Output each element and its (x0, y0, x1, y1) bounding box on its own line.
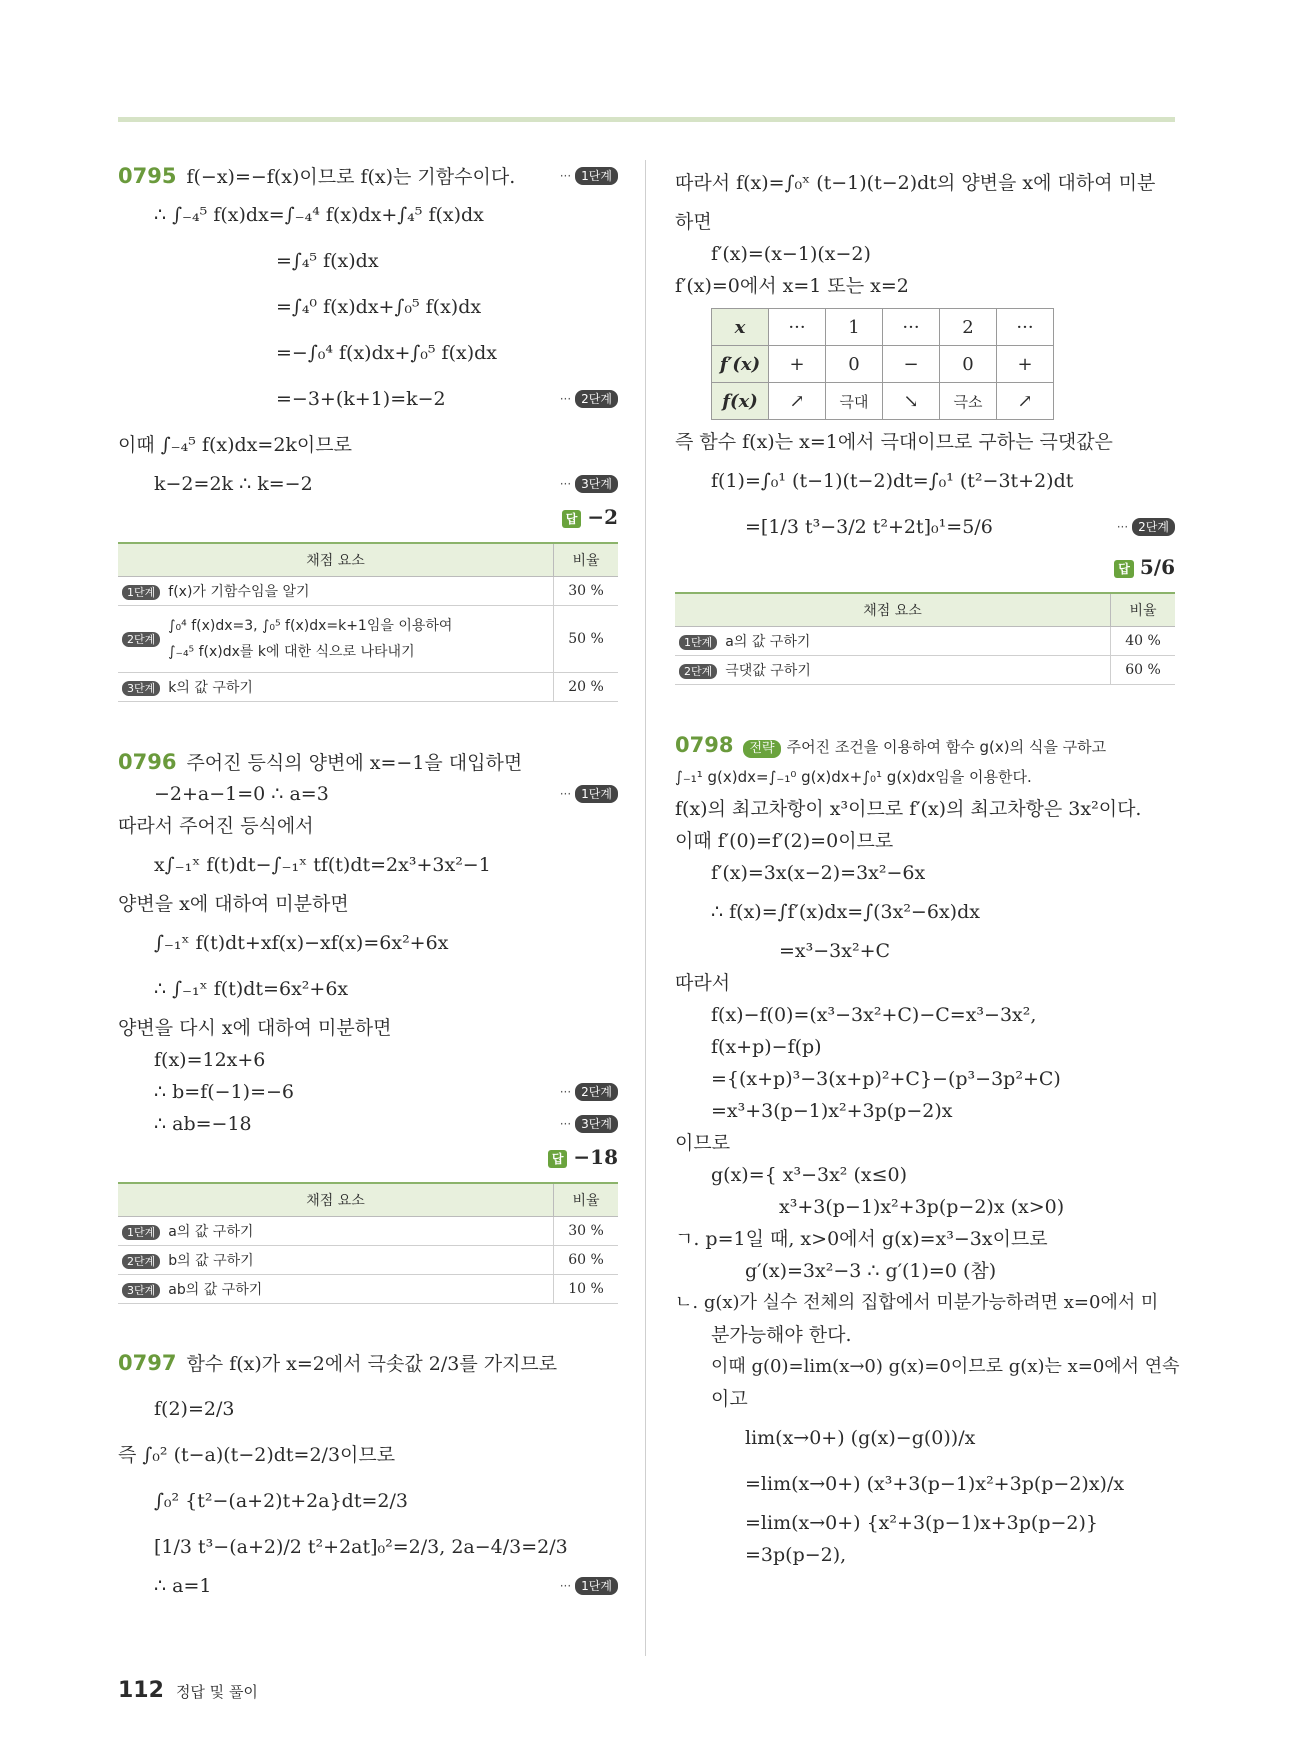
solution-line: f(x)−f(0)=(x³−3x²+C)−C=x³−3x², (711, 1004, 1037, 1026)
top-rule (118, 117, 1175, 122)
right-column (675, 160, 1180, 1571)
grading-header-ratio: 비율 (554, 543, 619, 577)
solution-line: f(1)=∫₀¹ (t−1)(t−2)dt=∫₀¹ (t²−3t+2)dt (711, 470, 1074, 492)
solution-line: 0797 함수 f(x)가 x=2에서 극솟값 2/3를 가지므로 (118, 1351, 558, 1375)
table-row: x ··· 1 ··· 2 ··· (712, 309, 1054, 346)
solution-line: ∴ b=f(−1)=−6 ··· 2단계 (118, 1076, 618, 1108)
solution-line: ㄴ. g(x)가 실수 전체의 집합에서 미분가능하려면 x=0에서 미 (675, 1292, 1159, 1313)
page-footer (118, 1678, 258, 1703)
grading-header-ratio: 비율 (1111, 593, 1176, 627)
page-number: 112 (118, 1678, 164, 1703)
left-column (118, 160, 618, 1602)
solution-line: =[1/3 t³−3/2 t²+2t]₀¹=5/6 ··· 2단계 (675, 504, 1175, 550)
problem-0795 (118, 160, 618, 702)
answer: 답 −18 (118, 1140, 618, 1174)
solution-line: ∫₋₁¹ g(x)dx=∫₋₁⁰ g(x)dx+∫₀¹ g(x)dx임을 이용한다. (675, 768, 1032, 786)
solution-line: ∴ a=1 ··· 1단계 (118, 1570, 618, 1602)
stage-marker: ··· 1단계 (560, 1570, 618, 1602)
grading-header-item: 채점 요소 (118, 543, 554, 577)
solution-line: =lim(x→0+) (x³+3(p−1)x²+3p(p−2)x)/x (745, 1473, 1125, 1495)
solution-line (118, 160, 618, 192)
grading-table-0795 (118, 542, 618, 702)
solution-line: f(2)=2/3 (154, 1398, 235, 1420)
table-row: f′(x) + 0 − 0 + (712, 346, 1054, 383)
solution-line: 따라서 f(x)=∫₀ˣ (t−1)(t−2)dt의 양변을 x에 대하여 미분 (675, 172, 1156, 194)
grading-header-ratio: 비율 (554, 1183, 619, 1217)
table-row: 1단계 a의 값 구하기 30 % (118, 1217, 618, 1246)
stage-marker: ··· 3단계 (560, 468, 618, 500)
solution-line: ∴ ∫₋₁ˣ f(t)dt=6x²+6x (154, 978, 349, 1000)
solution-line: 따라서 (675, 972, 731, 994)
solution-line: x∫₋₁ˣ f(t)dt−∫₋₁ˣ tf(t)dt=2x³+3x²−1 (154, 854, 491, 876)
table-row: 2단계∫₀⁴ f(x)dx=3, ∫₀⁵ f(x)dx=k+1임을 이용하여 ∫₋₄⁵ f(x)dx를 k에 대한 식으로 나타내기 50 % (118, 606, 618, 673)
solution-line: 분가능해야 한다. (711, 1324, 852, 1346)
stage-marker: ··· 3단계 (560, 1108, 618, 1140)
solution-line: 이고 (711, 1388, 748, 1410)
solution-line: =∫₄⁰ f(x)dx+∫₀⁵ f(x)dx (276, 296, 482, 318)
grading-table-0797 (675, 592, 1175, 685)
solution-line: f′(x)=3x(x−2)=3x²−6x (711, 862, 926, 884)
solution-line: f(x)=12x+6 (154, 1049, 266, 1071)
solution-line: =x³−3x²+C (779, 940, 891, 962)
solution-line: 이때 ∫₋₄⁵ f(x)dx=2k이므로 (118, 434, 352, 456)
solution-line: =lim(x→0+) {x²+3(p−1)x+3p(p−2)} (745, 1512, 1098, 1534)
solution-line: 따라서 주어진 등식에서 (118, 815, 314, 837)
grading-header-item: 채점 요소 (675, 593, 1111, 627)
problem-number: 0798 (675, 733, 734, 757)
table-row: f(x) ↗ 극대 ↘ 극소 ↗ (712, 383, 1054, 420)
solution-line: lim(x→0+) (g(x)−g(0))/x (745, 1427, 976, 1449)
solution-line: x³+3(p−1)x²+3p(p−2)x (x>0) (779, 1196, 1065, 1218)
solution-line: 이므로 (675, 1132, 731, 1154)
solution-line: =3p(p−2), (745, 1544, 847, 1566)
answer: 답 5/6 (675, 550, 1175, 584)
solution-line: 즉 ∫₀² (t−a)(t−2)dt=2/3이므로 (118, 1444, 396, 1466)
problem-0796 (118, 746, 618, 1304)
solution-line: ∫₀² {t²−(a+2)t+2a}dt=2/3 (154, 1490, 408, 1512)
stage-marker: ··· 2단계 (560, 376, 618, 422)
answer: 답 −2 (118, 500, 618, 534)
solution-line: f′(x)=(x−1)(x−2) (711, 243, 871, 265)
solution-line: f(x)의 최고차항이 x³이므로 f′(x)의 최고차항은 3x²이다. (675, 798, 1142, 820)
increase-decrease-table (711, 308, 1054, 420)
table-row: 1단계 f(x)가 기함수임을 알기 30 % (118, 577, 618, 606)
solution-line: ㄱ. p=1일 때, x>0에서 g(x)=x³−3x이므로 (675, 1228, 1048, 1250)
solution-line: 0798 전략 주어진 조건을 이용하여 함수 g(x)의 식을 구하고 (675, 733, 1107, 757)
solution-line: =x³+3(p−1)x²+3p(p−2)x (711, 1100, 953, 1122)
solution-line: =−∫₀⁴ f(x)dx+∫₀⁵ f(x)dx (276, 342, 498, 364)
problem-0797 (118, 1340, 618, 1602)
solution-line: =∫₄⁵ f(x)dx (276, 250, 379, 272)
problem-number: 0797 (118, 1351, 177, 1375)
solution-line: 이때 g(0)=lim(x→0) g(x)=0이므로 g(x)는 x=0에서 연속 (711, 1356, 1180, 1377)
grading-header-item: 채점 요소 (118, 1183, 554, 1217)
solution-line: ∴ ab=−18 ··· 3단계 (118, 1108, 618, 1140)
footer-label: 정답 및 풀이 (175, 1683, 258, 1701)
solution-line: ∴ f(x)=∫f′(x)dx=∫(3x²−6x)dx (711, 901, 980, 923)
table-row: 3단계 k의 값 구하기 20 % (118, 673, 618, 702)
solution-line: 이때 f′(0)=f′(2)=0이므로 (675, 830, 894, 852)
table-row: 2단계 극댓값 구하기 60 % (675, 656, 1175, 685)
column-divider (645, 160, 646, 1656)
solution-line: ={(x+p)³−3(x+p)²+C}−(p³−3p²+C) (711, 1068, 1061, 1090)
problem-0797-continued (675, 160, 1175, 685)
solution-line: =−3+(k+1)=k−2 ··· 2단계 (118, 376, 618, 422)
solution-line: 즉 함수 f(x)는 x=1에서 극대이므로 구하는 극댓값은 (675, 431, 1113, 453)
table-row: 1단계 a의 값 구하기 40 % (675, 627, 1175, 656)
solution-line: 양변을 x에 대하여 미분하면 (118, 893, 349, 915)
table-row: 2단계 b의 값 구하기 60 % (118, 1246, 618, 1275)
stage-marker: ··· 2단계 (560, 1076, 618, 1108)
table-row: 3단계 ab의 값 구하기 10 % (118, 1275, 618, 1304)
problem-number: 0795 (118, 164, 177, 188)
solution-line: 양변을 다시 x에 대하여 미분하면 (118, 1017, 392, 1039)
solution-line: ∫₋₁ˣ f(t)dt+xf(x)−xf(x)=6x²+6x (154, 932, 449, 954)
solution-line: [1/3 t³−(a+2)/2 t²+2at]₀²=2/3, 2a−4/3=2/3 (154, 1536, 568, 1558)
solution-line: f(x+p)−f(p) (711, 1036, 822, 1058)
solution-line: f′(x)=0에서 x=1 또는 x=2 (675, 275, 909, 297)
solution-line: g′(x)=3x²−3 ∴ g′(1)=0 (참) (745, 1260, 997, 1282)
stage-marker: ··· 1단계 (560, 160, 618, 192)
solution-line: k−2=2k ∴ k=−2 ··· 3단계 (118, 468, 618, 500)
solution-line: −2+a−1=0 ∴ a=3 ··· 1단계 (118, 778, 618, 810)
solution-line: ∴ ∫₋₄⁵ f(x)dx=∫₋₄⁴ f(x)dx+∫₄⁵ f(x)dx (154, 204, 484, 226)
strategy-badge: 전략 (743, 740, 780, 758)
grading-table-0796 (118, 1182, 618, 1304)
problem-0798 (675, 729, 1180, 1571)
problem-number: 0796 (118, 750, 177, 774)
solution-line: 하면 (675, 211, 712, 233)
line-text: f(−x)=−f(x)이므로 f(x)는 기함수이다. (186, 166, 516, 188)
stage-marker: ··· 1단계 (560, 778, 618, 810)
solution-line: 0796 주어진 등식의 양변에 x=−1을 대입하면 (118, 750, 523, 774)
solution-line: g(x)={ x³−3x² (x≤0) (711, 1164, 908, 1186)
stage-marker: ··· 2단계 (1117, 504, 1175, 550)
